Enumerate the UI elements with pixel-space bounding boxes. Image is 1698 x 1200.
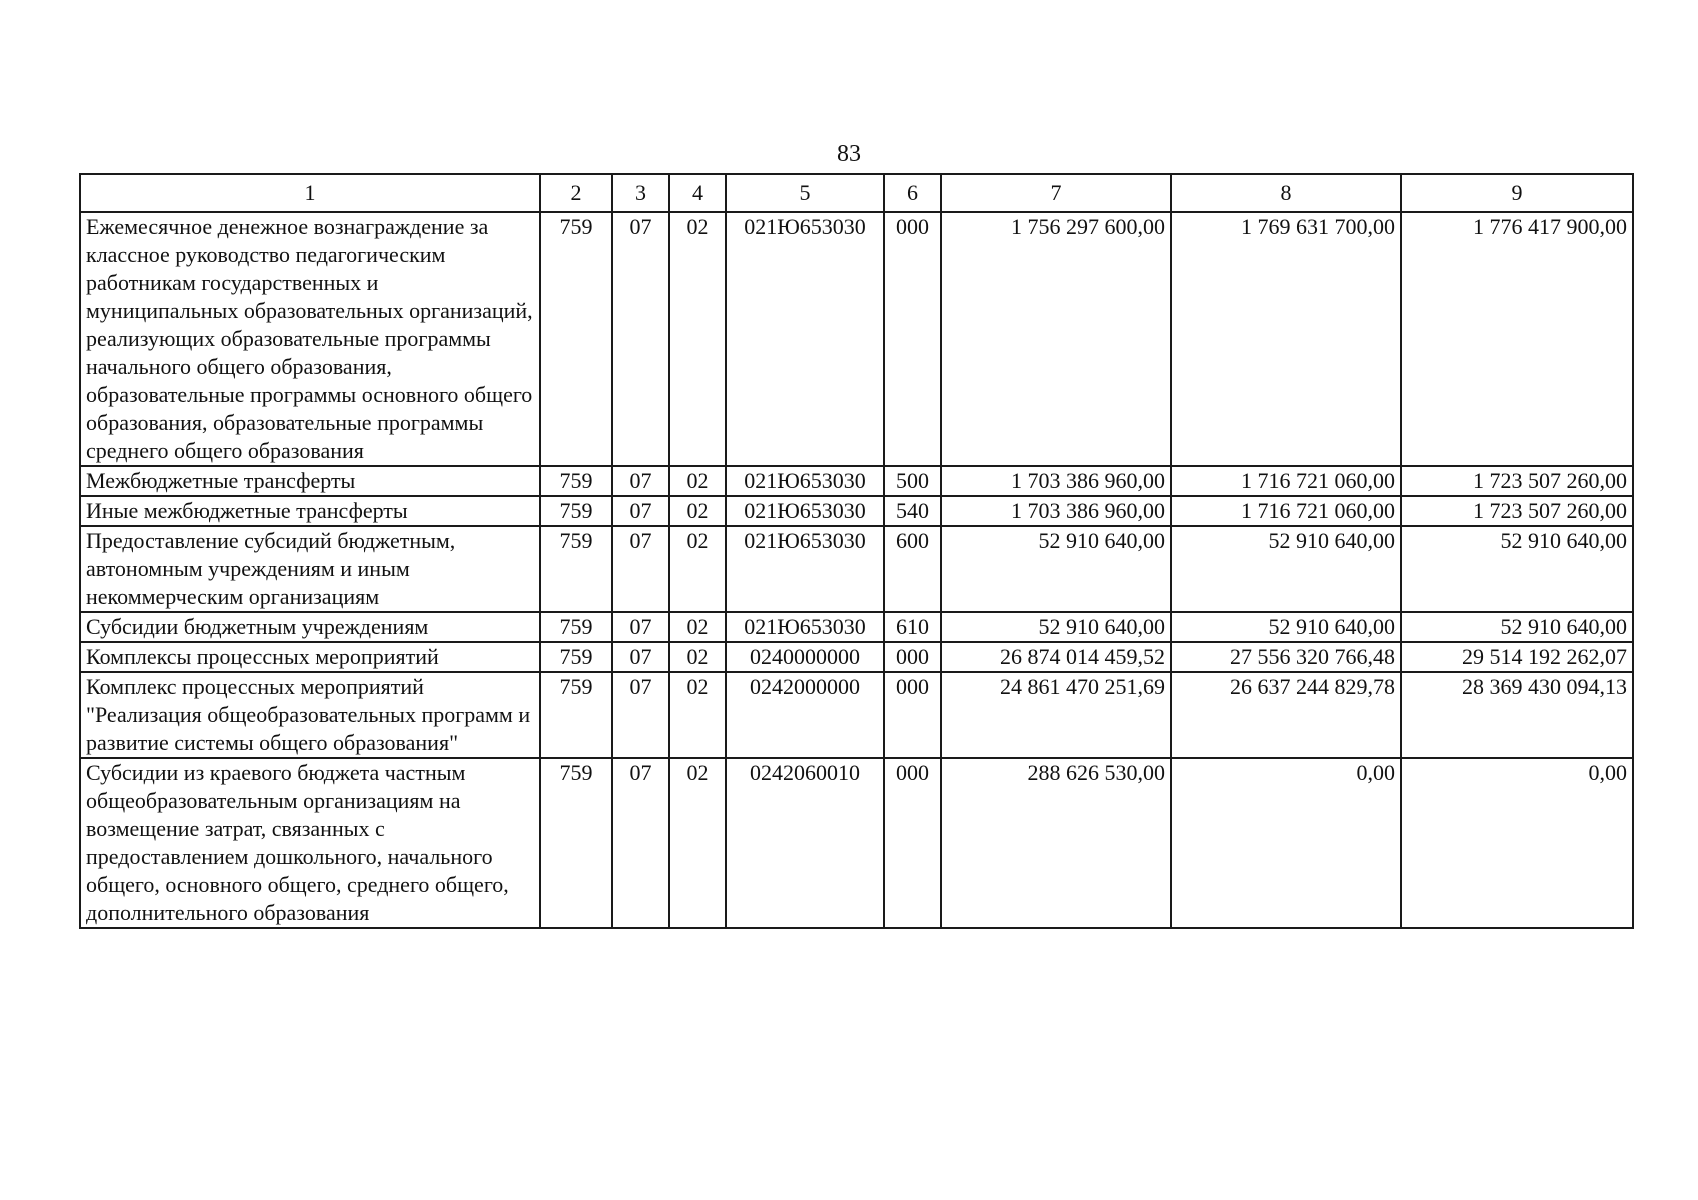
amount-col-8: 1 716 721 060,00 <box>1171 466 1401 496</box>
expense-type-code: 500 <box>884 466 941 496</box>
amount-col-8: 26 637 244 829,78 <box>1171 672 1401 758</box>
expense-type-code: 540 <box>884 496 941 526</box>
target-article-code: 021Ю653030 <box>726 212 884 466</box>
section-code: 07 <box>612 212 669 466</box>
ministry-code: 759 <box>540 466 612 496</box>
section-code: 07 <box>612 466 669 496</box>
row-name: Межбюджетные трансферты <box>80 466 540 496</box>
amount-col-8: 52 910 640,00 <box>1171 526 1401 612</box>
table-row <box>80 642 1633 672</box>
amount-col-9: 1 723 507 260,00 <box>1401 496 1633 526</box>
subsection-code: 02 <box>669 612 726 642</box>
subsection-code: 02 <box>669 526 726 612</box>
column-header: 9 <box>1401 174 1633 212</box>
amount-col-7: 1 703 386 960,00 <box>941 466 1171 496</box>
page-number: 83 <box>837 141 861 167</box>
target-article-code: 0242060010 <box>726 758 884 928</box>
table-row <box>80 466 1633 496</box>
amount-col-7: 26 874 014 459,52 <box>941 642 1171 672</box>
table-row <box>80 612 1633 642</box>
expense-type-code: 000 <box>884 212 941 466</box>
subsection-code: 02 <box>669 758 726 928</box>
amount-col-8: 52 910 640,00 <box>1171 612 1401 642</box>
table-header-row <box>80 174 1633 212</box>
row-name: Комплекс процессных мероприятий "Реализация общеобразовательных программ и развитие системы общего образования" <box>80 672 540 758</box>
target-article-code: 021Ю653030 <box>726 466 884 496</box>
ministry-code: 759 <box>540 612 612 642</box>
subsection-code: 02 <box>669 642 726 672</box>
section-code: 07 <box>612 758 669 928</box>
amount-col-9: 52 910 640,00 <box>1401 526 1633 612</box>
amount-col-7: 1 756 297 600,00 <box>941 212 1171 466</box>
expense-type-code: 000 <box>884 642 941 672</box>
table-row <box>80 496 1633 526</box>
row-name: Комплексы процессных мероприятий <box>80 642 540 672</box>
target-article-code: 021Ю653030 <box>726 612 884 642</box>
column-header: 5 <box>726 174 884 212</box>
ministry-code: 759 <box>540 496 612 526</box>
section-code: 07 <box>612 496 669 526</box>
ministry-code: 759 <box>540 672 612 758</box>
amount-col-9: 0,00 <box>1401 758 1633 928</box>
row-name: Предоставление субсидий бюджетным, автономным учреждениям и иным некоммерческим организациям <box>80 526 540 612</box>
expense-type-code: 000 <box>884 672 941 758</box>
amount-col-8: 0,00 <box>1171 758 1401 928</box>
amount-col-7: 288 626 530,00 <box>941 758 1171 928</box>
table-row <box>80 672 1633 758</box>
column-header: 7 <box>941 174 1171 212</box>
amount-col-9: 1 723 507 260,00 <box>1401 466 1633 496</box>
table-row <box>80 526 1633 612</box>
amount-col-9: 1 776 417 900,00 <box>1401 212 1633 466</box>
amount-col-7: 24 861 470 251,69 <box>941 672 1171 758</box>
section-code: 07 <box>612 526 669 612</box>
budget-table <box>79 173 1634 929</box>
column-header: 4 <box>669 174 726 212</box>
row-name: Иные межбюджетные трансферты <box>80 496 540 526</box>
column-header: 6 <box>884 174 941 212</box>
amount-col-9: 28 369 430 094,13 <box>1401 672 1633 758</box>
subsection-code: 02 <box>669 672 726 758</box>
column-header: 1 <box>80 174 540 212</box>
target-article-code: 0242000000 <box>726 672 884 758</box>
amount-col-7: 52 910 640,00 <box>941 526 1171 612</box>
expense-type-code: 600 <box>884 526 941 612</box>
section-code: 07 <box>612 612 669 642</box>
target-article-code: 0240000000 <box>726 642 884 672</box>
amount-col-8: 1 769 631 700,00 <box>1171 212 1401 466</box>
subsection-code: 02 <box>669 496 726 526</box>
expense-type-code: 000 <box>884 758 941 928</box>
expense-type-code: 610 <box>884 612 941 642</box>
ministry-code: 759 <box>540 526 612 612</box>
amount-col-7: 52 910 640,00 <box>941 612 1171 642</box>
ministry-code: 759 <box>540 642 612 672</box>
amount-col-8: 1 716 721 060,00 <box>1171 496 1401 526</box>
amount-col-7: 1 703 386 960,00 <box>941 496 1171 526</box>
amount-col-8: 27 556 320 766,48 <box>1171 642 1401 672</box>
table-row <box>80 212 1633 466</box>
subsection-code: 02 <box>669 212 726 466</box>
column-header: 3 <box>612 174 669 212</box>
row-name: Ежемесячное денежное вознаграждение за классное руководство педагогическим работникам государственных и муниципальных образовательных организаций, реализующих образовательные программы начального общего образования, образовательные программы основного общего образования, образовательные программы среднего общего образования <box>80 212 540 466</box>
subsection-code: 02 <box>669 466 726 496</box>
ministry-code: 759 <box>540 212 612 466</box>
section-code: 07 <box>612 672 669 758</box>
target-article-code: 021Ю653030 <box>726 526 884 612</box>
section-code: 07 <box>612 642 669 672</box>
row-name: Субсидии из краевого бюджета частным общеобразовательным организациям на возмещение затрат, связанных с предоставлением дошкольного, начального общего, основного общего, среднего общего, дополнительного образования <box>80 758 540 928</box>
column-header: 8 <box>1171 174 1401 212</box>
ministry-code: 759 <box>540 758 612 928</box>
row-name: Субсидии бюджетным учреждениям <box>80 612 540 642</box>
target-article-code: 021Ю653030 <box>726 496 884 526</box>
table-row <box>80 758 1633 928</box>
amount-col-9: 29 514 192 262,07 <box>1401 642 1633 672</box>
column-header: 2 <box>540 174 612 212</box>
amount-col-9: 52 910 640,00 <box>1401 612 1633 642</box>
